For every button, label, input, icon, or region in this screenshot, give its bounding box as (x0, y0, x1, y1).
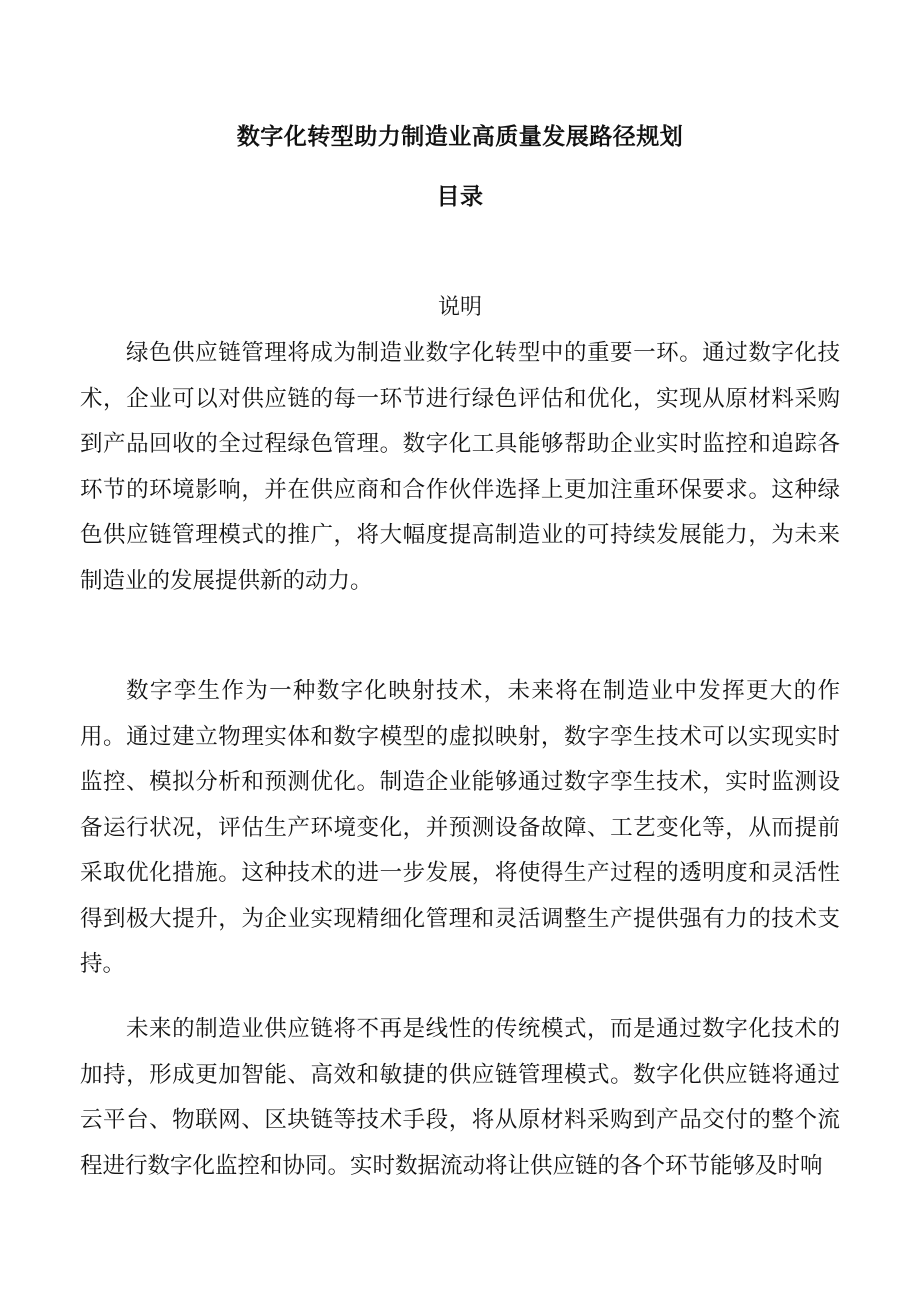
document-title: 数字化转型助力制造业高质量发展路径规划 (236, 124, 684, 150)
section-heading: 说明 (437, 295, 482, 320)
body-paragraph: 绿色供应链管理将成为制造业数字化转型中的重要一环。通过数字化技术，企业可以对供应链的每一环节进行绿色评估和优化，实现从原材料采购到产品回收的全过程绿色管理。数字化工具能够帮助企业实时监控和追踪各环节的环境影响，并在供应商和合作伙伴选择上更加注重环保要求。这种绿色供应链管理模式的推广，将大幅度提高制造业的可持续发展能力，为未来制造业的发展提供新的动力。 (80, 340, 840, 594)
body-paragraph: 数字孪生作为一种数字化映射技术，未来将在制造业中发挥更大的作用。通过建立物理实体和数字模型的虚拟映射，数字孪生技术可以实现实时监控、模拟分析和预测优化。制造企业能够通过数字孪生技术，实时监测设备运行状况，评估生产环境变化，并预测设备故障、工艺变化等，从而提前采取优化措施。这种技术的进一步发展，将使得生产过程的透明度和灵活性得到极大提升，为企业实现精细化管理和灵活调整生产提供强有力的技术支持。 (80, 678, 840, 977)
body-paragraph: 未来的制造业供应链将不再是线性的传统模式，而是通过数字化技术的加持，形成更加智能、高效和敏捷的供应链管理模式。数字化供应链将通过云平台、物联网、区块链等技术手段，将从原材料采购到产品交付的整个流程进行数字化监控和协同。实时数据流动将让供应链的各个环节能够及时响 (80, 1016, 840, 1179)
toc-heading: 目录 (436, 184, 484, 210)
